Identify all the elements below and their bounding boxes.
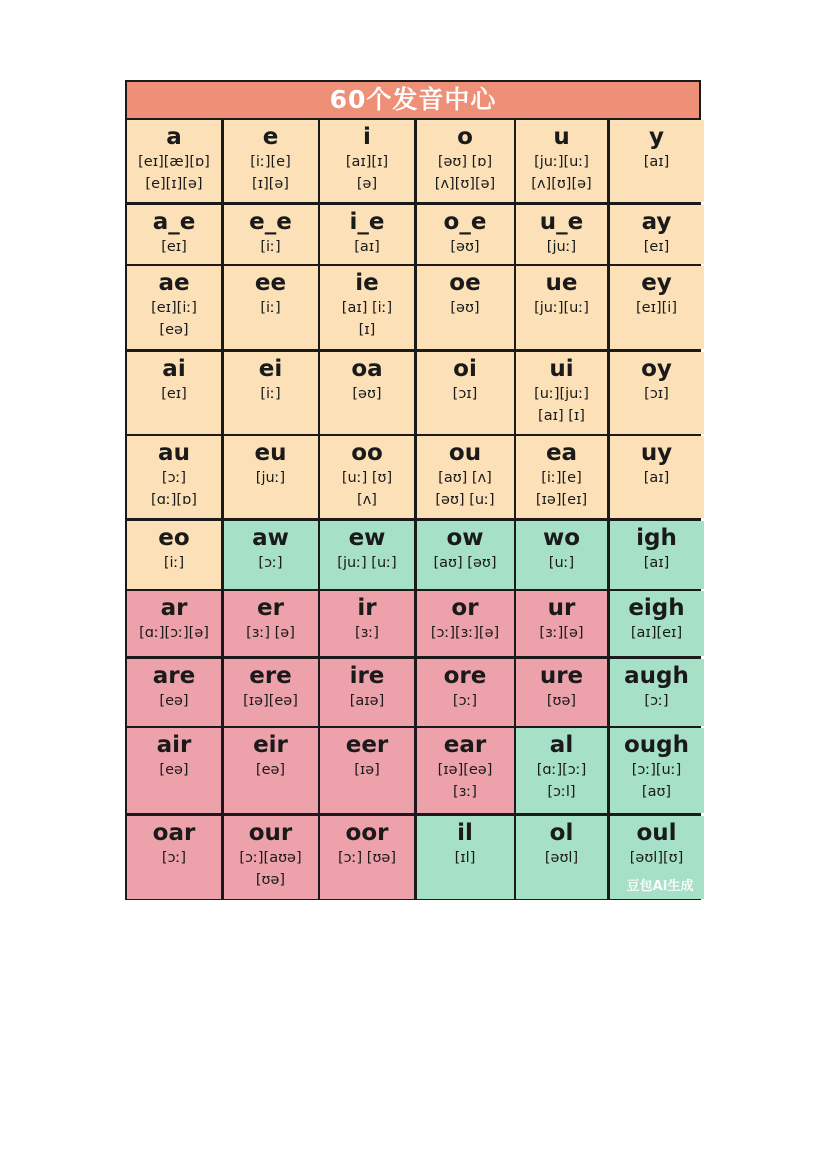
ipa-transcription: [ɜː][ə] [539,625,584,641]
phonics-cell [516,816,607,899]
ipa-transcription: [eɪ] [643,238,670,255]
ipa-transcription: [eə] [255,762,286,778]
ipa-transcription: [uː][juː] [534,385,589,402]
ipa-transcription: [əʊl] [544,849,579,866]
ipa-transcription: [iː] [163,554,185,571]
chart-title: 60个发音中心 [127,82,699,118]
ipa-transcription: [ɔː][uː] [631,762,682,778]
spelling-pattern: ur [547,595,576,621]
ipa-transcription: [ɔː] [ʊə] [338,849,396,866]
ipa-transcription: [ɔɪ] [452,385,478,402]
spelling-pattern: a_e [152,208,196,235]
phonics-cell [320,436,414,518]
spelling-pattern: e_e [249,208,292,235]
phonics-cell [127,120,221,202]
spelling-pattern: ay [641,208,672,235]
ipa-transcription: [iː] [260,238,281,255]
spelling-pattern: oo [351,440,383,466]
ipa-transcription: [ɪə][eə] [243,692,298,709]
spelling-pattern: eo [158,524,190,551]
spelling-pattern: ey [641,270,672,296]
phonics-cell [127,352,221,434]
spelling-pattern: ea [545,440,578,466]
ipa-transcription: [ʌ][ʊ][ə] [434,176,496,192]
phonics-cell [516,591,607,656]
ipa-transcription: [juː][uː] [534,300,589,316]
ipa-transcription: [ɔː] [644,692,669,709]
ipa-transcription: [uː] [ʊ] [341,470,393,486]
ipa-transcription: [ə] [356,176,378,192]
ipa-transcription: [ʊə] [546,692,577,709]
spelling-pattern: oy [641,355,672,382]
spelling-pattern: ere [249,662,292,689]
spelling-pattern: ue [545,270,578,296]
phonics-cell [320,266,414,349]
phonics-cell [417,659,514,726]
ipa-transcription: [ɪ][ə] [252,176,289,192]
ipa-transcription: [ɑː][ɔː] [536,762,587,778]
phonics-cell [320,816,414,899]
ipa-transcription: [əʊl][ʊ] [629,849,684,866]
phonics-cell [417,436,514,518]
phonics-cell [516,205,607,264]
ipa-transcription: [juː][uː] [534,154,589,170]
phonics-cell [224,266,318,349]
spelling-pattern: ew [348,524,386,551]
phonics-cell [417,591,514,656]
ipa-transcription: [aɪ][eɪ] [630,625,683,641]
phonics-cell [417,120,514,202]
phonics-cell [127,436,221,518]
phonics-cell [320,591,414,656]
phonics-cell [320,120,414,202]
spelling-pattern: ei [258,355,283,382]
spelling-pattern: ire [349,662,385,689]
phonics-cell [610,591,704,656]
phonics-cell [417,266,514,349]
ipa-transcription: [eɪ] [161,385,187,402]
spelling-pattern: ear [443,732,487,758]
ipa-transcription: [eɪ] [161,238,187,255]
phonics-cell [320,728,414,813]
ipa-transcription: [ɔː][aʊə] [239,849,302,866]
phonics-chart [125,80,701,900]
spelling-pattern: eir [253,732,288,758]
ipa-transcription: [eə] [159,692,189,709]
ipa-transcription: [eɪ][æ][ɒ] [138,154,210,170]
spelling-pattern: oor [345,819,389,846]
phonics-cell [610,205,704,264]
phonics-cell [610,266,704,349]
spelling-pattern: oar [152,819,196,846]
ipa-transcription: [aʊ] [641,784,672,800]
ipa-transcription: [eə] [159,762,189,778]
spelling-pattern: oa [351,355,383,382]
ipa-transcription: [aɪ] [ɪ] [538,407,585,424]
phonics-cell [610,120,704,202]
phonics-cell [610,659,704,726]
ipa-transcription: [aɪ] [354,238,380,255]
ipa-transcription: [juː] [546,238,577,255]
ipa-transcription: [aʊ] [əʊ] [433,554,497,571]
ipa-transcription: [eə] [159,322,189,338]
phonics-cell [516,728,607,813]
ipa-transcription: [ɪl] [454,849,476,866]
spelling-pattern: are [152,662,196,689]
phonics-grid [127,120,699,898]
ipa-transcription: [iː][e] [541,470,582,486]
ipa-transcription: [iː][e] [250,154,291,170]
phonics-cell [516,521,607,589]
spelling-pattern: eer [345,732,389,758]
phonics-cell [516,120,607,202]
ipa-transcription: [uː] [548,554,575,571]
spelling-pattern: i [363,124,371,150]
phonics-cell [224,352,318,434]
phonics-cell [417,205,514,264]
phonics-cell [127,816,221,899]
phonics-cell [417,352,514,434]
ipa-transcription: [aɪ][ɪ] [345,154,389,170]
spelling-pattern: igh [636,524,677,551]
phonics-cell [127,266,221,349]
ipa-transcription: [ʌ][ʊ][ə] [531,176,592,192]
ipa-transcription: [əʊ] [450,238,480,255]
ipa-transcription: [juː] [uː] [337,554,397,571]
ipa-transcription: [ɔː] [161,470,187,486]
phonics-cell [320,521,414,589]
phonics-cell [417,816,514,899]
spelling-pattern: ee [254,270,287,296]
ipa-transcription: [aɪ] [iː] [341,300,393,316]
spelling-pattern: ou [448,440,482,466]
ipa-transcription: [aʊ] [ʌ] [438,470,492,486]
ipa-transcription: [əʊ] [ɒ] [437,154,493,170]
ipa-transcription: [ɑː][ɒ] [151,492,197,508]
spelling-pattern: e [262,124,279,150]
ipa-transcription: [ʊə] [255,871,286,888]
phonics-cell [610,816,704,899]
spelling-pattern: oe [449,270,481,296]
spelling-pattern: o [457,124,473,150]
ipa-transcription: [ɔː] [161,849,187,866]
ipa-transcription: [aɪ] [643,154,670,170]
spelling-pattern: wo [542,524,581,551]
ipa-transcription: [ɪə][eɪ] [535,492,588,508]
phonics-cell [224,591,318,656]
spelling-pattern: ui [549,355,574,382]
ipa-transcription: [ɪə][eə] [437,762,493,778]
ipa-transcription: [aɪə] [349,692,385,709]
ipa-transcription: [ɜː] [355,625,379,641]
spelling-pattern: eigh [628,595,685,621]
spelling-pattern: al [549,732,574,758]
spelling-pattern: oul [636,819,677,846]
spelling-pattern: ure [539,662,584,689]
ipa-transcription: [ɔː] [452,692,478,709]
ipa-transcription: [aɪ] [643,470,670,486]
spelling-pattern: ol [549,819,574,846]
ipa-transcription: [ɔː][ɜː][ə] [430,625,500,641]
phonics-cell [610,728,704,813]
ipa-transcription: [ɜː] [453,784,477,800]
spelling-pattern: ie [355,270,379,296]
phonics-cell [224,521,318,589]
spelling-pattern: er [257,595,284,621]
spelling-pattern: ow [446,524,484,551]
phonics-cell [610,352,704,434]
ipa-transcription: [ɔː] [258,554,283,571]
phonics-cell [127,205,221,264]
watermark-text: 豆包AI生成 [626,878,694,894]
ipa-transcription: [iː] [260,385,281,402]
spelling-pattern: augh [624,662,689,689]
spelling-pattern: i_e [349,208,385,235]
phonics-cell [127,521,221,589]
spelling-pattern: au [158,440,190,466]
phonics-cell [127,728,221,813]
phonics-cell [516,352,607,434]
spelling-pattern: eu [254,440,287,466]
ipa-transcription: [ɔːl] [547,784,576,800]
spelling-pattern: oi [453,355,477,382]
phonics-cell [224,816,318,899]
spelling-pattern: ough [623,732,689,758]
spelling-pattern: il [457,819,473,846]
spelling-pattern: y [649,124,664,150]
ipa-transcription: [əʊ] [uː] [435,492,495,508]
phonics-cell [610,521,704,589]
phonics-cell [127,659,221,726]
ipa-transcription: [iː] [260,300,281,316]
spelling-pattern: u [553,124,570,150]
ipa-transcription: [aɪ] [643,554,670,571]
spelling-pattern: uy [640,440,673,466]
phonics-cell [224,120,318,202]
spelling-pattern: air [156,732,192,758]
ipa-transcription: [juː] [255,470,286,486]
phonics-cell [224,659,318,726]
spelling-pattern: u_e [539,208,584,235]
spelling-pattern: ir [357,595,377,621]
phonics-cell [224,205,318,264]
ipa-transcription: [e][ɪ][ə] [145,176,203,192]
ipa-transcription: [əʊ] [450,300,480,316]
ipa-transcription: [ɜː] [ə] [246,625,295,641]
phonics-cell [224,436,318,518]
phonics-cell [127,591,221,656]
spelling-pattern: ai [162,355,186,382]
ipa-transcription: [ʌ] [357,492,377,508]
phonics-cell [417,521,514,589]
ipa-transcription: [ɔɪ] [644,385,669,402]
spelling-pattern: ae [158,270,190,296]
ipa-transcription: [ɪə] [354,762,380,778]
phonics-cell [320,205,414,264]
phonics-cell [417,728,514,813]
ipa-transcription: [ɑː][ɔː][ə] [139,625,209,641]
ipa-transcription: [eɪ][iː] [151,300,197,316]
spelling-pattern: ar [160,595,188,621]
ipa-transcription: [əʊ] [352,385,382,402]
spelling-pattern: a [166,124,182,150]
ipa-transcription: [eɪ][i] [636,300,677,316]
phonics-cell [610,436,704,518]
ipa-transcription: [ɪ] [358,322,376,338]
phonics-cell [320,659,414,726]
phonics-cell [516,266,607,349]
phonics-cell [320,352,414,434]
spelling-pattern: our [248,819,293,846]
spelling-pattern: o_e [443,208,487,235]
spelling-pattern: or [451,595,479,621]
spelling-pattern: aw [252,524,289,551]
spelling-pattern: ore [443,662,487,689]
phonics-cell [516,436,607,518]
phonics-cell [224,728,318,813]
phonics-cell [516,659,607,726]
